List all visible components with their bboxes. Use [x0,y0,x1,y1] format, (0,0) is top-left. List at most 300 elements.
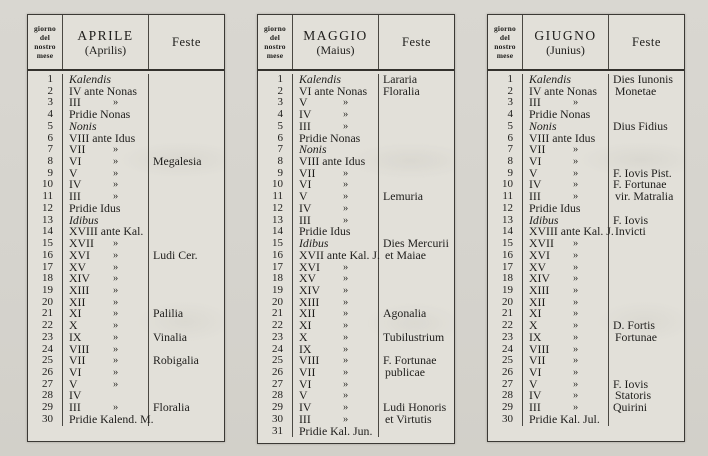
day-number: 7 [258,144,293,156]
day-col-header-line: mese [266,51,284,60]
calendar-row [488,226,684,238]
feste-label [609,285,684,297]
repeat-mark: » [573,331,579,343]
day-label: IV » [523,390,609,402]
day-number: 13 [258,215,293,227]
feste-label [379,285,454,297]
repeat-mark: » [573,390,579,402]
calendar-row [258,109,454,121]
day-number: 18 [488,273,523,285]
repeat-mark: » [113,378,119,390]
day-label: XIV » [523,273,609,285]
calendar-row [258,308,454,320]
day-number: 1 [258,74,293,86]
day-number: 29 [28,402,63,414]
day-label: VII » [293,367,379,379]
day-number: 27 [488,379,523,391]
repeat-mark: » [343,284,349,296]
repeat-mark: » [343,366,349,378]
day-number: 26 [488,367,523,379]
calendar-row [28,282,224,297]
calendar-row [488,247,684,262]
day-number: 8 [258,156,293,168]
calendar-row [258,423,454,438]
day-number: 23 [258,332,293,344]
feste-header: Feste [172,34,201,49]
day-number: 22 [28,320,63,332]
day-label: XIII » [63,285,149,297]
feste-label: Dies Iunonis [613,72,673,86]
day-label: XVI » [293,262,379,274]
repeat-mark: » [343,191,349,203]
day-number: 12 [258,203,293,215]
feste-label: Fortunae [615,329,657,344]
calendar-row [28,329,224,344]
day-number: 16 [488,250,523,262]
day-col-header-line: nostro [34,42,56,51]
feste-label [609,355,684,367]
feste-label: publicae [385,364,425,379]
day-number: 8 [488,156,523,168]
day-label: VIII ante Idus [63,133,149,145]
day-label: XIII » [293,297,379,309]
feste-label [609,144,684,156]
calendar-row [28,109,224,121]
day-label: VII » [523,144,609,156]
day-col-header-line: nostro [264,42,286,51]
repeat-mark: » [113,97,119,109]
feste-label: Floralia [383,83,420,98]
day-label: XVI » [523,250,609,262]
feste-label [609,273,684,285]
month-table-maggio [257,14,455,444]
day-label: VIII ante Idus [293,156,379,168]
calendar-row [488,341,684,356]
table-body [488,71,684,441]
feste-label [149,203,224,215]
day-label: III » [293,414,379,426]
repeat-mark: » [343,179,349,191]
repeat-mark: » [343,320,349,332]
day-number: 22 [488,320,523,332]
day-number: 10 [28,179,63,191]
repeat-mark: » [343,97,349,109]
day-number: 7 [488,144,523,156]
day-label: XVII » [523,238,609,250]
repeat-mark: » [573,402,579,414]
repeat-mark: » [343,402,349,414]
feste-label: Palilia [153,306,184,321]
repeat-mark: » [573,249,579,261]
day-number: 2 [258,86,293,98]
day-label: VI » [293,379,379,391]
day-label: XII » [63,297,149,309]
day-number: 19 [28,285,63,297]
calendar-row [488,294,684,309]
day-label: XVII ante Kal. J. [293,250,379,262]
repeat-mark: » [113,191,119,203]
day-label: X » [293,332,379,344]
day-label: VIII ante Idus [523,133,609,145]
feste-label: Lemuria [383,189,423,204]
day-number: 30 [28,414,63,426]
calendar-row [488,355,684,367]
calendar-row [28,200,224,215]
day-number: 14 [488,226,523,238]
feste-label: Robigalia [153,353,199,368]
repeat-mark: » [573,144,579,156]
day-number: 24 [258,344,293,356]
repeat-mark: » [343,390,349,402]
calendar-row [488,238,684,250]
day-label: IV ante Nonas [63,86,149,98]
repeat-mark: » [343,120,349,132]
feste-label: Vinalia [153,329,188,344]
day-number: 5 [488,121,523,133]
feste-label: Dius Fidius [613,118,668,133]
calendar-row [28,294,224,309]
feste-label [379,379,454,391]
day-label: III » [63,191,149,203]
day-label: Pridie Kalend. M. [63,414,149,426]
day-number: 28 [28,390,63,402]
day-number: 6 [28,133,63,145]
feste-label [609,238,684,250]
day-number: 18 [28,273,63,285]
day-number: 4 [488,109,523,121]
day-label: III » [523,402,609,414]
day-label: VII » [293,168,379,180]
feste-label: Dies Mercurii [383,236,449,251]
day-number: 6 [488,133,523,145]
day-number: 24 [488,344,523,356]
feste-header: Feste [632,34,661,49]
month-header [523,15,609,69]
repeat-mark: » [573,97,579,109]
day-label: VI » [523,156,609,168]
calendar-row [258,212,454,227]
feste-label: F. Iovis [613,376,649,391]
day-label: XII » [293,308,379,320]
calendar-row [28,308,224,320]
repeat-mark: » [573,273,579,285]
feste-label: et Maiae [385,247,426,262]
day-label: Kalendis [63,74,149,86]
calendar-row [258,83,454,98]
day-label: VII » [63,144,149,156]
day-label: III » [63,402,149,414]
feste-label [379,215,454,227]
day-number: 19 [488,285,523,297]
day-number: 14 [258,226,293,238]
repeat-mark: » [573,261,579,273]
day-label: VI » [293,179,379,191]
calendar-row [488,364,684,379]
calendar-row [28,247,224,262]
day-label: IV [63,390,149,402]
day-label: IV ante Nonas [523,86,609,98]
calendar-row [28,165,224,180]
day-number: 20 [488,297,523,309]
month-table-giugno [487,14,685,442]
day-col-header-line: giorno [263,24,287,33]
calendar-row [488,329,684,344]
feste-label: D. Fortis [613,318,655,333]
repeat-mark: » [113,366,119,378]
calendar-row [488,200,684,215]
calendar-row [488,273,684,285]
day-number: 5 [258,121,293,133]
feste-label [379,133,454,145]
day-col-header-line: nostro [494,42,516,51]
feste-label: Quirini [613,400,648,415]
repeat-mark: » [573,320,579,332]
day-col-header [28,15,63,69]
day-number: 7 [28,144,63,156]
feste-label [149,179,224,191]
feste-label [609,250,684,262]
day-label: Kalendis [523,74,609,86]
day-number: 16 [28,250,63,262]
day-number: 25 [28,355,63,367]
month-latin-name: (Junius) [546,42,585,57]
day-label: Idibus [63,215,149,227]
day-label: V » [523,379,609,391]
repeat-mark: » [343,343,349,355]
calendar-row [28,83,224,98]
table-body [28,71,224,441]
calendar-row [28,191,224,203]
feste-label: F. Fortunae [613,177,667,192]
day-label: Pridie Kal. Jul. [523,414,609,426]
day-number: 28 [488,390,523,402]
day-number: 11 [488,191,523,203]
day-label: XVIII ante Kal. [63,226,149,238]
repeat-mark: » [343,413,349,425]
feste-label [149,74,224,86]
feste-label: F. Iovis [613,212,649,227]
feste-label: Megalesia [153,154,202,169]
day-number: 2 [488,86,523,98]
feste-label [149,168,224,180]
calendar-row [488,144,684,156]
repeat-mark: » [573,296,579,308]
day-label: VI » [523,367,609,379]
day-number: 6 [258,133,293,145]
feste-label [149,226,224,238]
calendar-row [28,179,224,191]
day-number: 9 [488,168,523,180]
day-number: 9 [258,168,293,180]
day-number: 23 [28,332,63,344]
feste-label: Lararia [383,72,418,86]
feste-label [379,203,454,215]
day-label: XVIII ante Kal. J. [523,226,609,238]
day-label: XV » [63,262,149,274]
day-label: Pridie Idus [293,226,379,238]
day-label: VII » [63,355,149,367]
day-number: 12 [488,203,523,215]
day-number: 18 [258,273,293,285]
repeat-mark: » [343,214,349,226]
feste-label: Statoris [615,388,652,403]
day-number: 14 [28,226,63,238]
day-number: 30 [258,414,293,426]
day-label: VIII » [63,344,149,356]
day-col-header-line: mese [496,51,514,60]
day-number: 8 [28,156,63,168]
repeat-mark: » [573,191,579,203]
repeat-mark: » [113,402,119,414]
day-label: Nonis [293,144,379,156]
feste-label [149,273,224,285]
repeat-mark: » [343,296,349,308]
day-number: 11 [258,191,293,203]
day-number: 29 [488,402,523,414]
day-label: IV » [293,203,379,215]
calendar-row [258,179,454,191]
table-header [488,15,684,71]
day-label: XVII » [63,238,149,250]
day-number: 19 [258,285,293,297]
feste-label [149,367,224,379]
day-number: 13 [488,215,523,227]
repeat-mark: » [343,109,349,121]
calendar-row [28,156,224,168]
day-label: V » [293,390,379,402]
day-number: 9 [28,168,63,180]
repeat-mark: » [113,343,119,355]
calendar-row [488,376,684,391]
day-number: 2 [28,86,63,98]
day-label: XI » [63,308,149,320]
repeat-mark: » [573,366,579,378]
calendar-row [28,390,224,402]
repeat-mark: » [573,179,579,191]
calendar-row [28,130,224,145]
calendar-row [258,97,454,109]
day-label: VI » [63,367,149,379]
repeat-mark: » [113,249,119,261]
feste-label: F. Iovis Pist. [613,165,672,180]
calendar-row [258,165,454,180]
calendar-row [28,364,224,379]
calendar-row [488,282,684,297]
day-number: 26 [258,367,293,379]
day-label: XIV » [63,273,149,285]
calendar-row [28,273,224,285]
feste-label [379,121,454,133]
day-label: Pridie Idus [523,203,609,215]
day-number: 20 [258,297,293,309]
day-number: 3 [488,97,523,109]
day-number: 12 [28,203,63,215]
calendar-row [488,259,684,274]
feste-label: F. Fortunae [383,353,437,368]
feste-label [149,215,224,227]
repeat-mark: » [343,355,349,367]
day-label: Nonis [523,121,609,133]
repeat-mark: » [113,261,119,273]
repeat-mark: » [343,167,349,179]
day-number: 3 [258,97,293,109]
day-number: 15 [28,238,63,250]
calendar-row [488,411,684,426]
repeat-mark: » [113,308,119,320]
calendar-row [488,130,684,145]
feste-label [609,97,684,109]
day-label: IV » [523,179,609,191]
feste-label [149,86,224,98]
day-label: IV » [63,179,149,191]
feste-label: Agonalia [383,306,427,321]
repeat-mark: » [573,238,579,250]
day-label: Pridie Kal. Jun. [293,426,379,438]
feste-label [609,262,684,274]
repeat-mark: » [113,355,119,367]
day-label: V » [63,168,149,180]
day-number: 5 [28,121,63,133]
day-label: VIII » [523,344,609,356]
feste-label [149,121,224,133]
feste-label [149,191,224,203]
feste-label [609,133,684,145]
day-number: 15 [258,238,293,250]
day-col-header-line: del [269,33,281,42]
feste-label [379,109,454,121]
feste-label [609,297,684,309]
day-number: 13 [28,215,63,227]
calendar-row [258,130,454,145]
day-label: XII » [523,297,609,309]
calendar-row [28,320,224,332]
repeat-mark: » [343,378,349,390]
repeat-mark: » [113,284,119,296]
repeat-mark: » [113,179,119,191]
day-col-header-line: giorno [493,24,517,33]
repeat-mark: » [573,156,579,168]
calendar-row [258,191,454,203]
feste-label [379,426,454,438]
day-number: 25 [488,355,523,367]
day-number: 17 [28,262,63,274]
day-label: XV » [523,262,609,274]
day-label: Pridie Idus [63,203,149,215]
feste-label [379,97,454,109]
day-number: 17 [488,262,523,274]
day-number: 15 [488,238,523,250]
repeat-mark: » [343,308,349,320]
day-label: Idibus [523,215,609,227]
calendar-row [488,83,684,98]
day-number: 20 [28,297,63,309]
day-label: XIII » [523,285,609,297]
calendar-row [258,247,454,262]
feste-label [379,262,454,274]
day-number: 11 [28,191,63,203]
repeat-mark: » [113,156,119,168]
calendar-row [28,355,224,367]
calendar-row [258,376,454,391]
day-label: IX » [293,344,379,356]
day-col-header-line: giorno [33,24,57,33]
day-label: VI ante Nonas [293,86,379,98]
feste-label [379,168,454,180]
day-label: X » [523,320,609,332]
day-label: Pridie Nonas [63,109,149,121]
calendar-row [28,376,224,391]
table-body [258,71,454,443]
